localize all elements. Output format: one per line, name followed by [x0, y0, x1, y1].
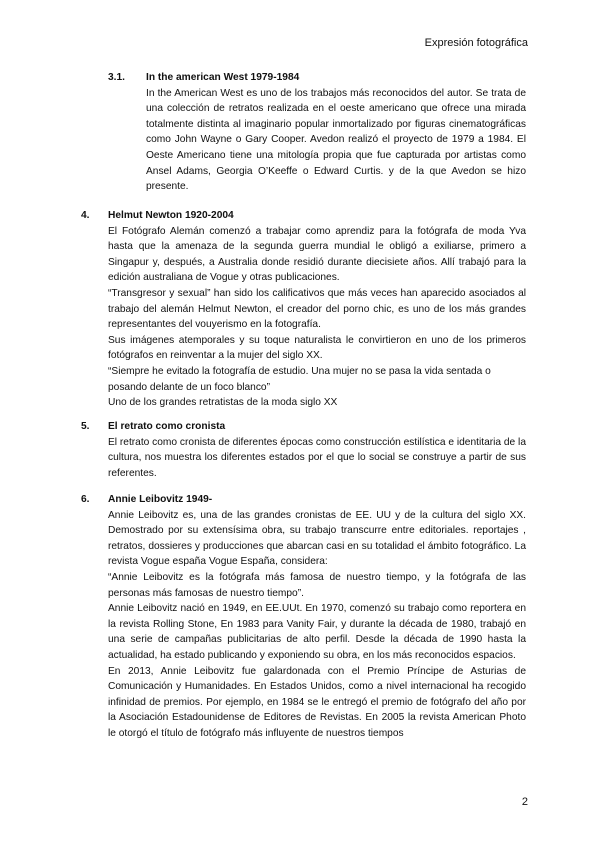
section-6	[81, 492, 526, 742]
section-body	[108, 435, 526, 482]
quote: “Siempre he evitado la fotografía de estudio. Una mujer no se pasa la vida sentada o posando delante de un foco blanco”	[108, 365, 491, 393]
paragraph: Annie Leibovitz es, una de las grandes cronistas de EE. UU y de la cultura del siglo XX. Demostrado por su extensísima obra, su trabajo transcurre entre editoriales. reportajes , retratos, dossieres y producciones que abarcan casi en su totalidad el ámbito fotográfico. La revista Vogue españa Vogue España, considera:	[108, 509, 526, 568]
page-number: 2	[521, 796, 528, 808]
paragraph: En 2013, Annie Leibovitz fue galardonada con el Premio Príncipe de Asturias de Comunicación y Humanidades. En Estados Unidos, como a nivel internacional ha recogido infinidad de premios. Por ejemplo, en 1984 se le entregó el premio de fotógrafo del año por la Asociación Estadounidense de Editores de Revistas. En 2005 la revista American Photo le otorgó el título de fotógrafo más influyente de nuestros tiempos	[108, 665, 526, 739]
quote: “Annie Leibovitz es la fotógrafa más famosa de nuestro tiempo, y la fotógrafa de las personas más famosas de nuestro tiempo”.	[108, 571, 526, 599]
section-body	[108, 508, 526, 742]
paragraph: Sus imágenes atemporales y su toque naturalista le convirtieron en uno de los primeros fotógrafos en reinventar a la mujer del siglo XX.	[108, 334, 526, 362]
section-title: Annie Leibovitz 1949-	[108, 494, 213, 505]
paragraph: El retrato como cronista de diferentes épocas como construcción estilística e identitaria de la cultura, nos muestra los diferentes estados por el que lo social se construye a partir de sus referentes.	[108, 436, 526, 479]
section-number: 5.	[81, 421, 90, 432]
section-heading	[81, 492, 526, 508]
section-number: 4.	[81, 210, 90, 221]
section-title: Helmut Newton 1920-2004	[108, 210, 234, 221]
section-heading	[81, 419, 526, 435]
section-heading	[108, 70, 526, 86]
section-body	[108, 224, 526, 411]
section-5	[81, 419, 526, 481]
paragraph: Annie Leibovitz nació en 1949, en EE.UUt. En 1970, comenzó su trabajo como reportera en la revista Rolling Stone, En 1983 para Vanity Fair, y durante la década de 1980, trabajó en una serie de campañas publicitarias de alto perfil. Desde la década de 1990 hasta la actualidad, ha estado publicando y exponiendo su obra, en los más reconocidos espacios.	[108, 603, 526, 661]
section-number: 6.	[81, 494, 90, 505]
section-4	[81, 208, 526, 411]
section-heading	[81, 208, 526, 224]
section-body	[146, 86, 526, 195]
paragraph: El Fotógrafo Alemán comenzó a trabajar como aprendiz para la fotógrafa de moda Yva hasta que la amenaza de la segunda guerra mundial le obligó a exiliarse, primero a Singapur y, después, a Australia donde residió durante diecisiete años. Allí trabajó para la edición australiana de Vogue y otras publicaciones.	[108, 225, 526, 284]
section-number: 3.1.	[108, 72, 125, 83]
section-title: El retrato como cronista	[108, 421, 226, 432]
running-header: Expresión fotográfica	[424, 37, 528, 49]
paragraph: “Transgresor y sexual” han sido los calificativos que más veces han aparecido asociados al trabajo del alemán Helmut Newton, el creador del porno chic, es uno de los más grandes representantes del vouyerismo en la fotografía.	[108, 287, 526, 331]
paragraph: Uno de los grandes retratistas de la moda siglo XX	[108, 397, 338, 409]
paragraph: In the American West es uno de los trabajos más reconocidos del autor. Se trata de una colección de retratos realizada en el oeste americano que ofrece una mirada totalmente distinta al imaginario popular inmortalizado por figuras cinematográficas como John Wayne o Gary Cooper. Avedon realizó el proyecto de 1979 a 1984. El Oeste Americano tiene una mitología propia que fue capturada por artistas como Ansel Adams, Georgia O’Keeffe o Edward Curtis. y de la que Avedon se hizo presente.	[146, 87, 526, 193]
section-title: In the american West 1979-1984	[146, 72, 300, 83]
section-3-1	[108, 70, 526, 195]
